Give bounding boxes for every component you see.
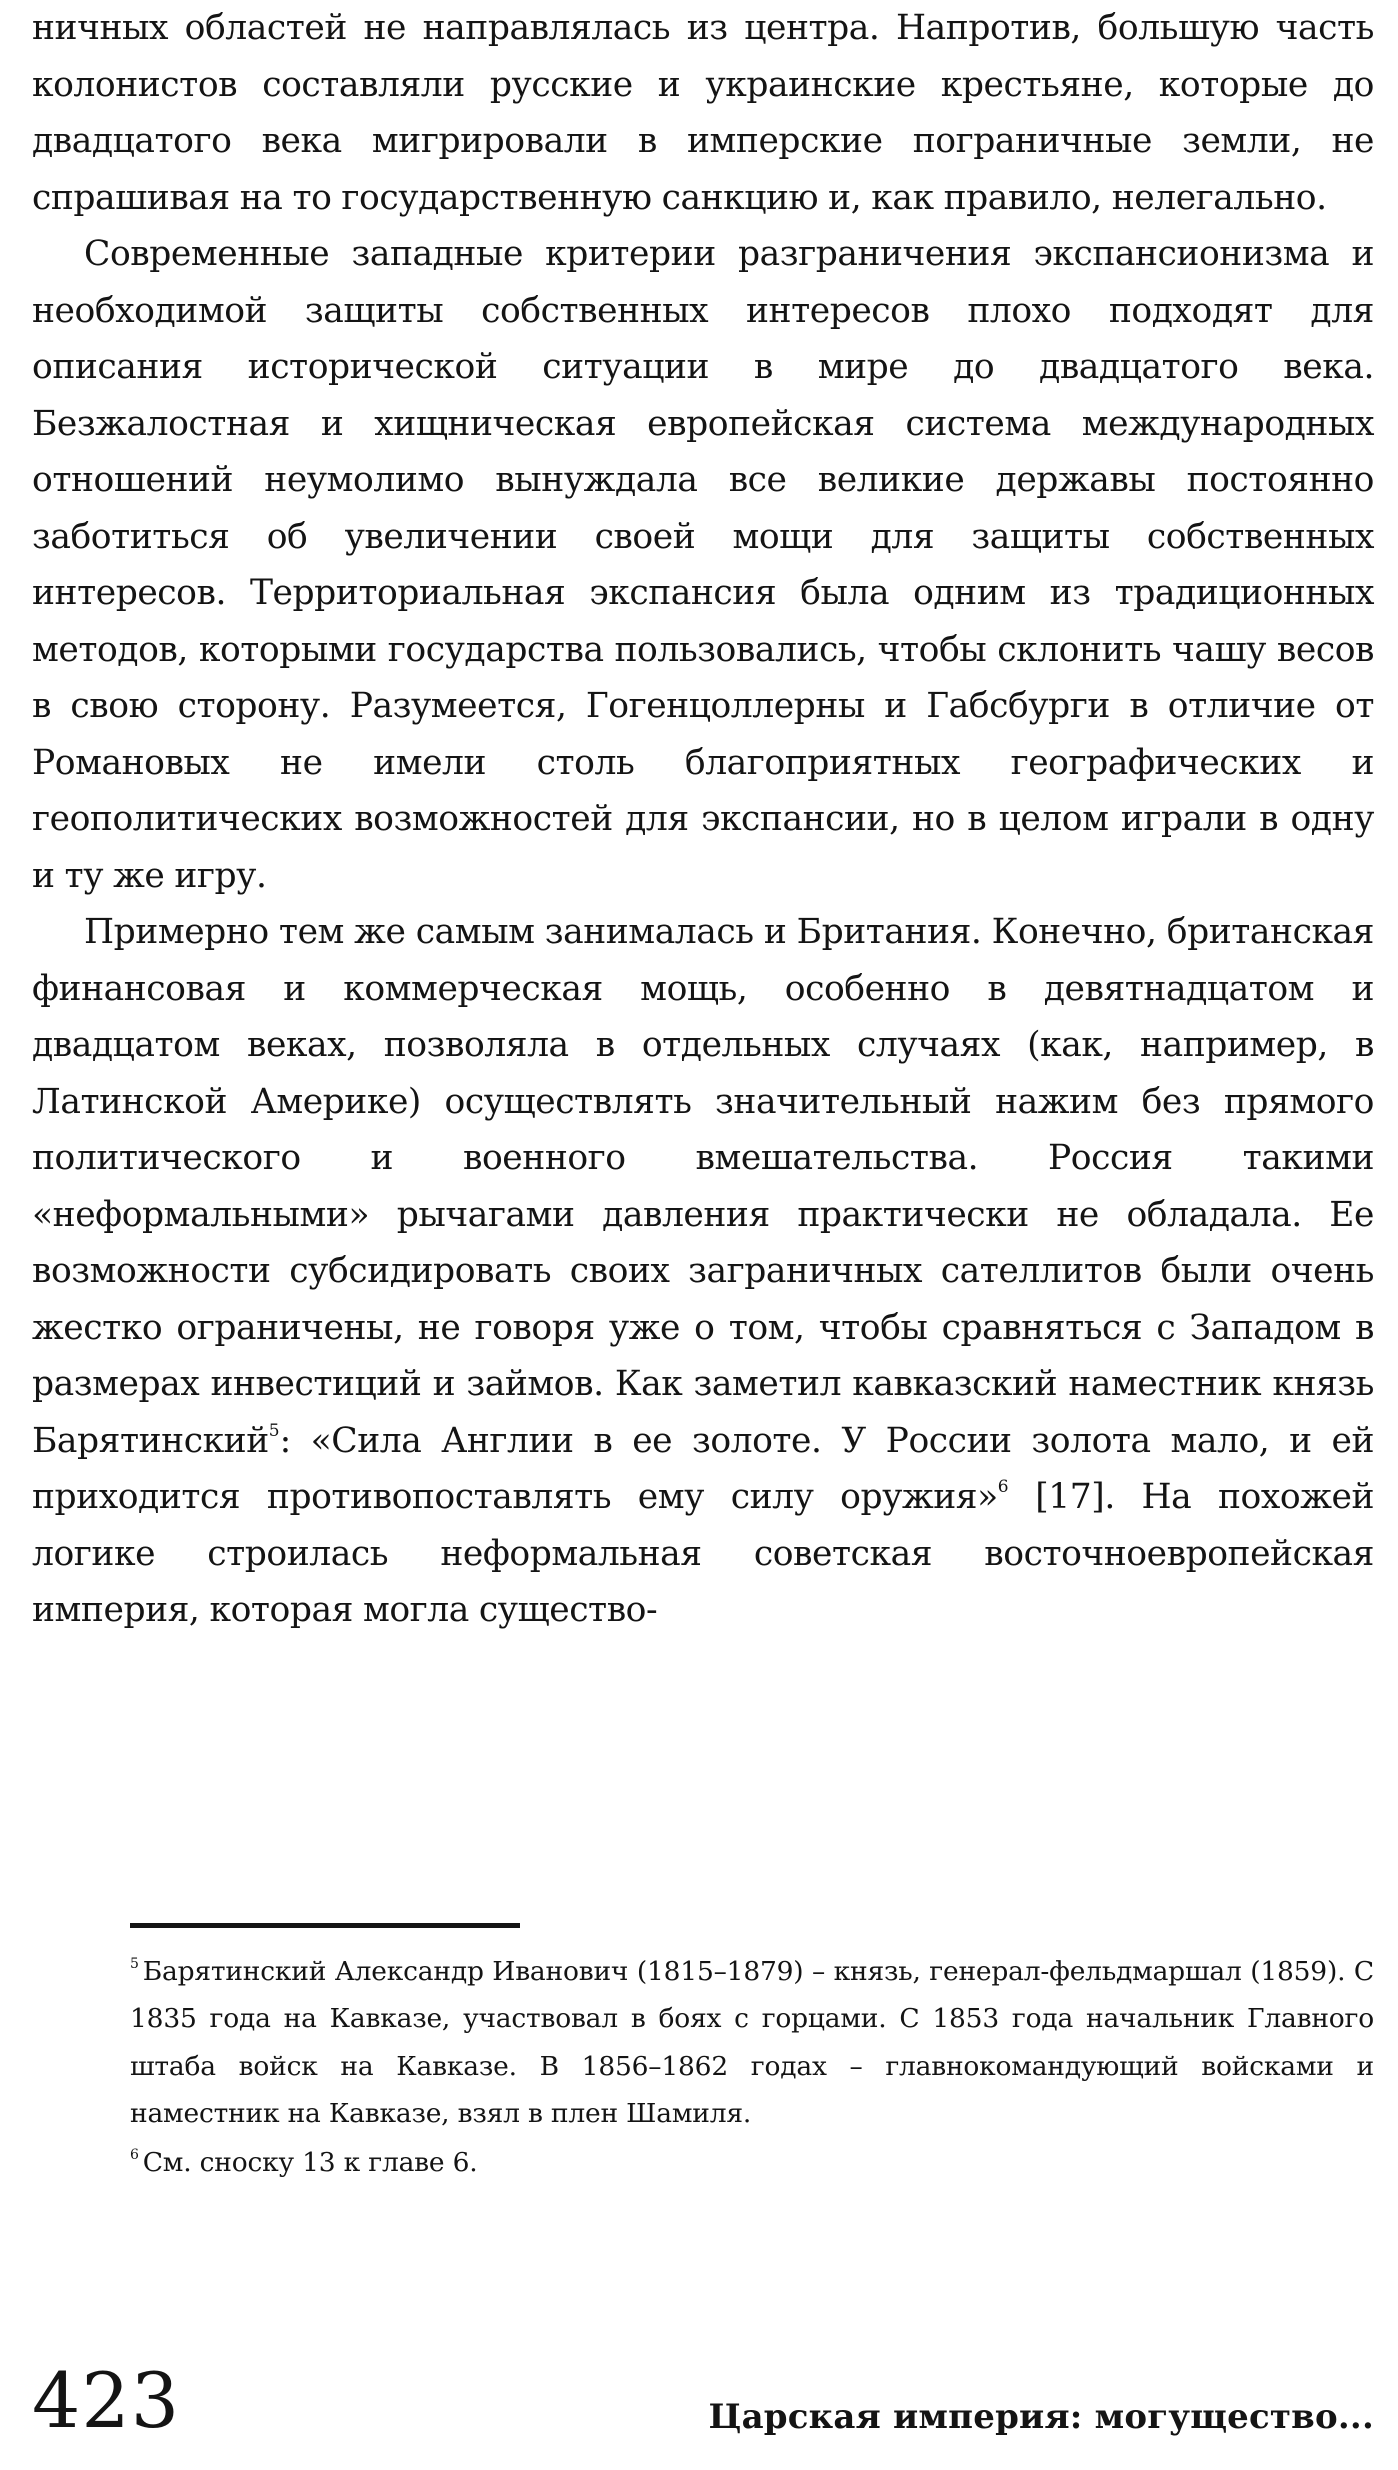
footnote-5-mark: 5 (130, 1956, 139, 1972)
running-footer (32, 2355, 1374, 2445)
paragraph-3-text-b: : «Сила Англии в ее золоте. У России золота мало, и ей приходится противопоставлять ему силу оружия» (32, 1420, 1374, 1517)
footnote-6-mark: 6 (130, 2147, 139, 2164)
footnote-ref-5[interactable]: 5 (268, 1420, 280, 1441)
footnotes (130, 1948, 1374, 2186)
paragraph-3-text-a: Примерно тем же самым занималась и Британия. Конечно, британская финансовая и коммерческая мощь, особенно в девятнадцатом и двадцатом веках, позволяла в отдельных случаях (как, например, в Латинской Америке) осуществлять значительный нажим без прямого политического и военного вмешательства. Россия такими «неформальными» рычагами давления практически не обладала. Ее возможности субсидировать своих заграничных сателлитов были очень жестко ограничены, не говоря уже о том, чтобы сравняться с Западом в размерах инвестиций и займов. Как заметил кавказский наместник князь Барятинский (32, 912, 1374, 1461)
paragraph-1: ничных областей не направлялась из центра. Напротив, большую часть колонистов составляли русские и украинские крестьяне, которые до двадцатого века мигрировали в имперские пограничные земли, не спрашивая на то государственную санкцию и, как правило, нелегально. (32, 8, 1374, 218)
paragraph-3-text-c: [17]. На похожей логике строилась неформальная советская восточноевропейская империя, которая могла существо- (32, 1477, 1374, 1630)
page-number: 423 (32, 2356, 181, 2445)
paragraph-3 (32, 904, 1374, 1639)
footnote-5-text: Барятинский Александр Иванович (1815–1879) – князь, генерал-фельдмаршал (1859). С 1835 года на Кавказе, участвовал в боях с горцами. С 1853 года начальник Главного штаба войск на Кавказе. В 1856–1862 годах – главнокомандующий войсками и наместник на Кавказе, взял в плен Шамиля. (130, 1956, 1374, 2129)
paragraph-2: Современные западные критерии разграничения экспансионизма и необходимой защиты собственных интересов плохо подходят для описания исторической ситуации в мире до двадцатого века. Безжалостная и хищническая европейская система международных отношений неумолимо вынуждала все великие державы постоянно заботиться об увеличении своей мощи для защиты собственных интересов. Территориальная экспансия была одним из традиционных методов, которыми государства пользовались, чтобы склонить чашу весов в свою сторону. Разумеется, Гогенцоллерны и Габсбурги в отличие от Романовых не имели столь благоприятных географических и геополитических возможностей для экспансии, но в целом играли в одну и ту же игру. (32, 234, 1374, 896)
footnote-5 (130, 1948, 1374, 2137)
footnote-6 (130, 2139, 1374, 2186)
footnote-6-text: См. сноску 13 к главе 6. (142, 2147, 478, 2179)
footnote-divider (130, 1923, 520, 1928)
main-text (32, 0, 1374, 1639)
footnote-ref-6[interactable]: 6 (997, 1477, 1009, 1497)
running-title: Царская империя: могущество... (708, 2397, 1374, 2437)
